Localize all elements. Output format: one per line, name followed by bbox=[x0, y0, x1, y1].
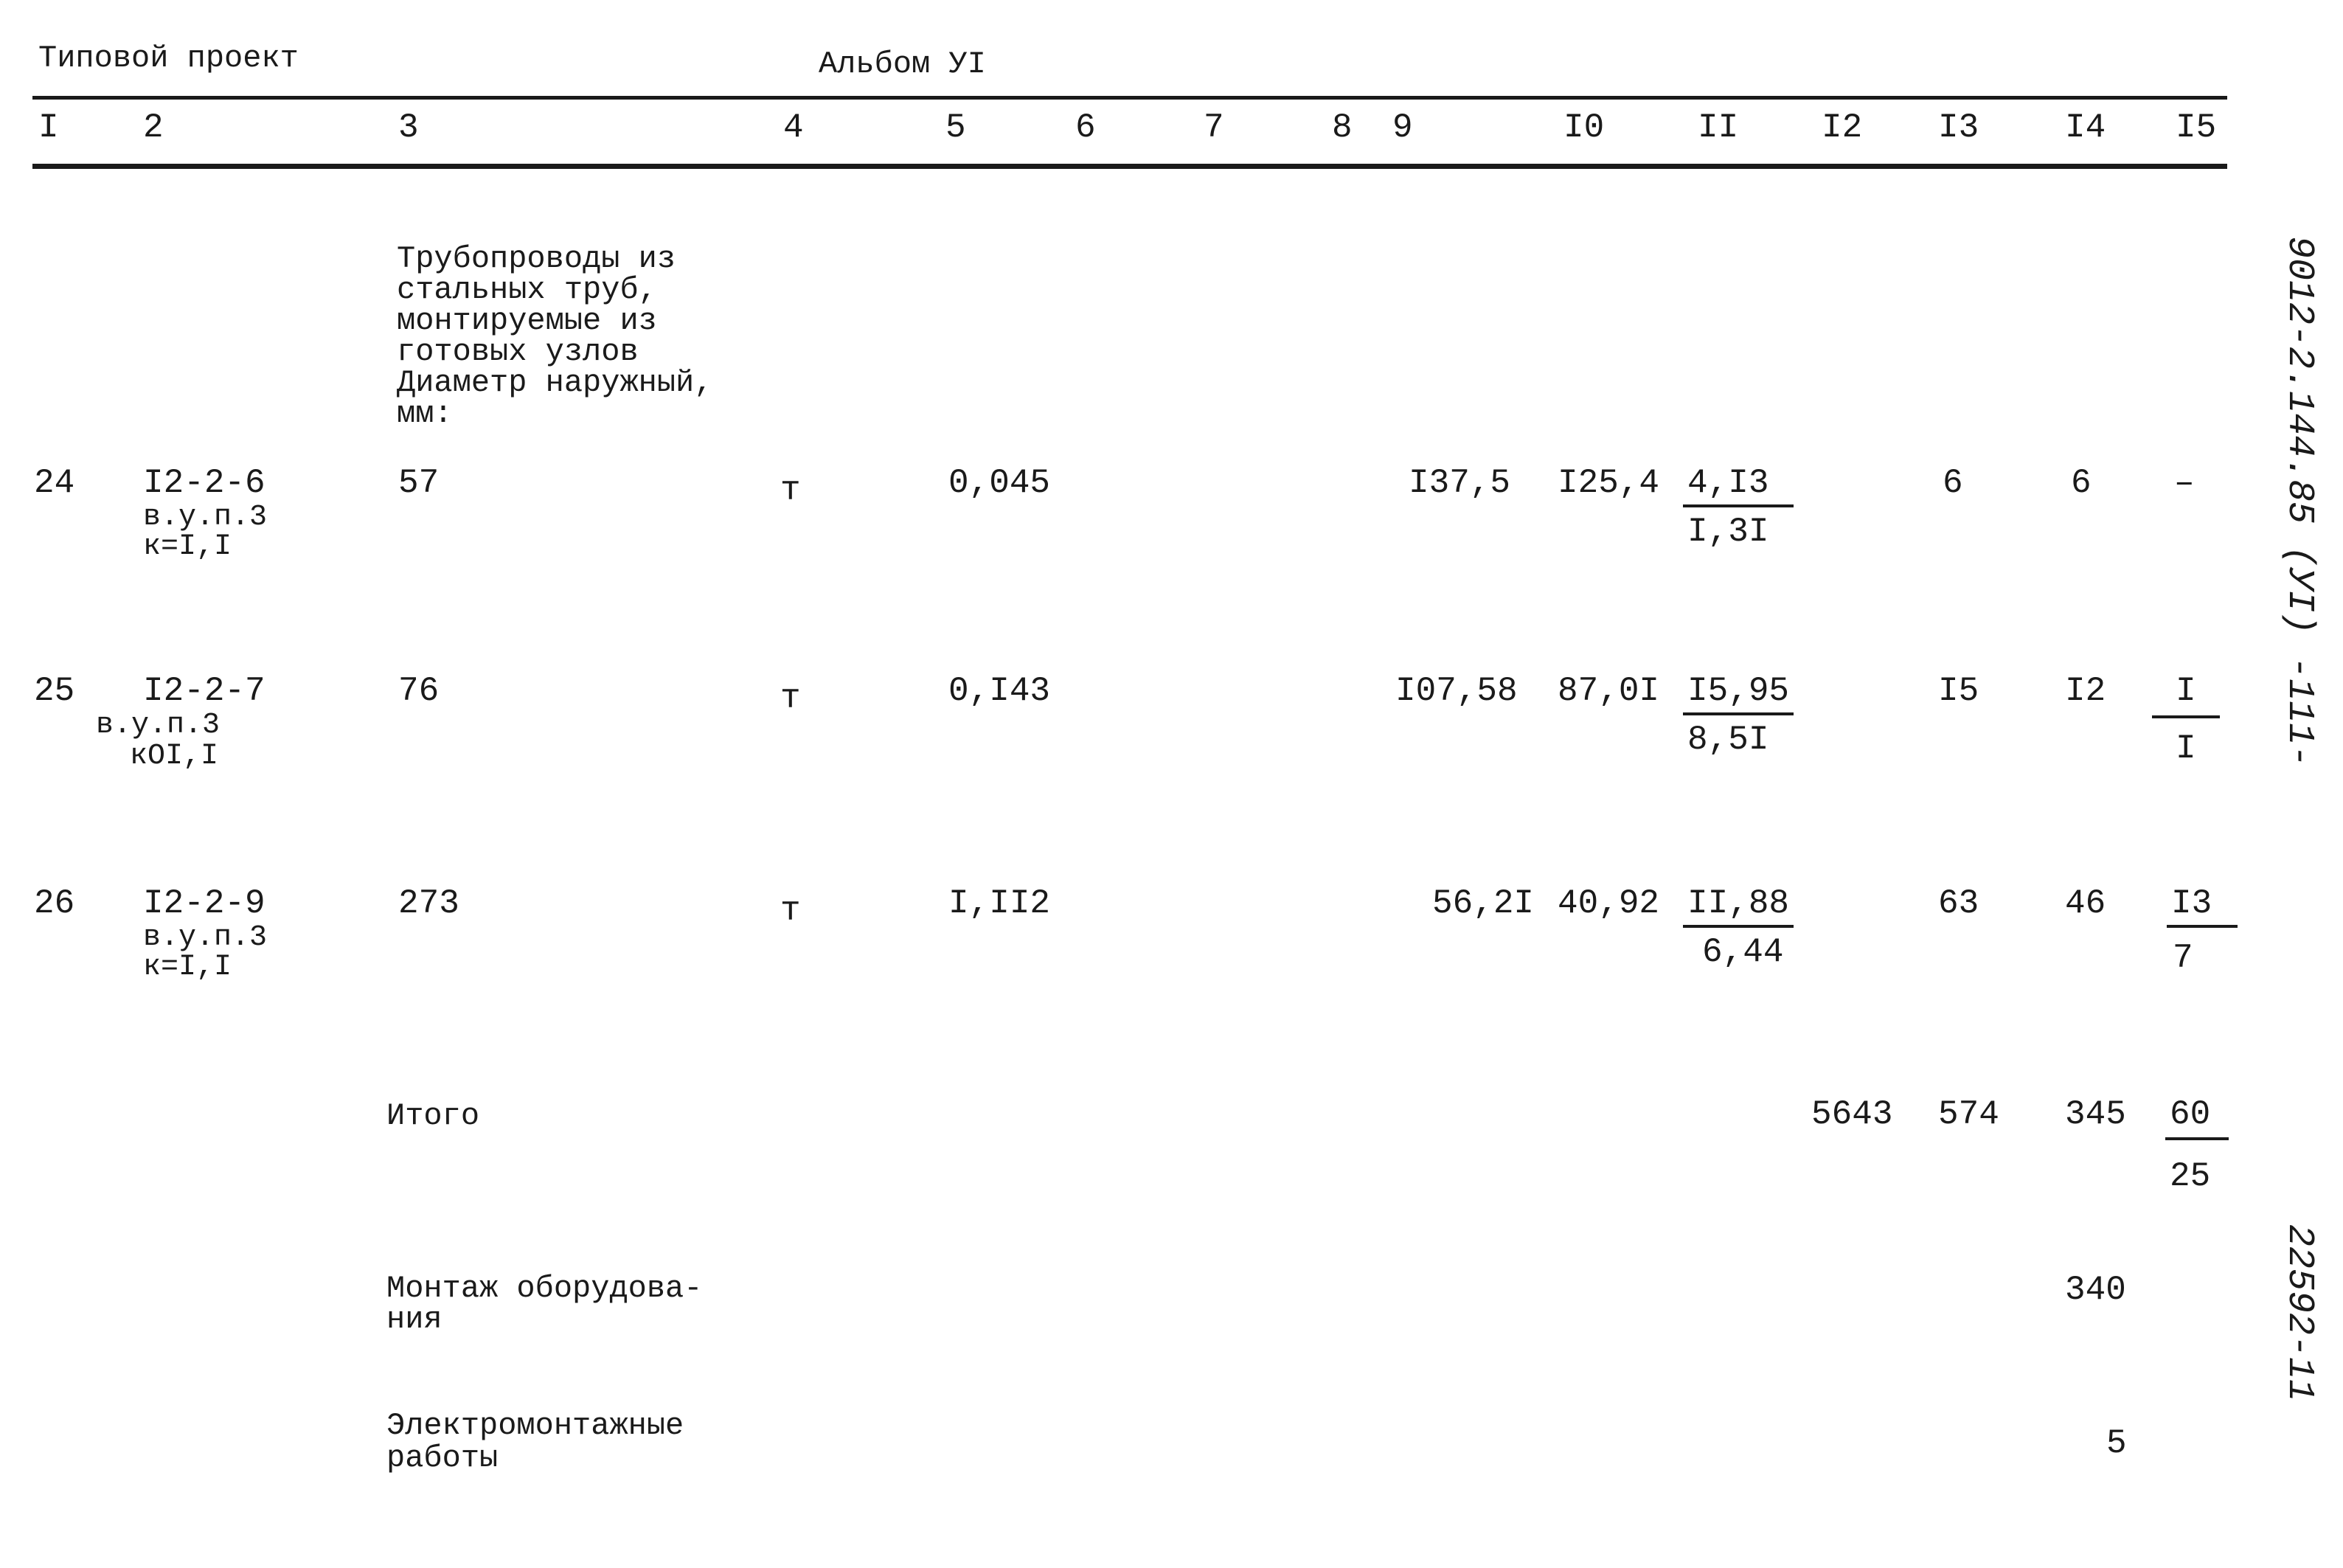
total-col15-top: 60 bbox=[2170, 1095, 2211, 1134]
total-col14: 345 bbox=[2065, 1095, 2126, 1134]
electrical-label-cont: работы bbox=[386, 1440, 499, 1476]
column-number: I2 bbox=[1822, 108, 1863, 147]
col10-value: I25,4 bbox=[1558, 464, 1660, 502]
col10-value: 87,0I bbox=[1558, 672, 1660, 710]
col9-value: 56,2I bbox=[1432, 884, 1535, 923]
col13-value: 6 bbox=[1943, 464, 1963, 502]
section-line: Диаметр наружный, bbox=[397, 365, 713, 400]
row-number: 26 bbox=[34, 884, 75, 923]
column-number: 3 bbox=[398, 108, 419, 147]
fraction-bar bbox=[2167, 925, 2238, 928]
column-number: 5 bbox=[945, 108, 966, 147]
col14-value: I2 bbox=[2065, 672, 2106, 710]
equipment-label-cont: ния bbox=[386, 1302, 442, 1337]
unit: т bbox=[780, 892, 801, 930]
section-line: мм: bbox=[397, 396, 453, 431]
total-col13: 574 bbox=[1938, 1095, 1999, 1134]
fraction-bar bbox=[1683, 504, 1794, 507]
quantity: 0,I43 bbox=[948, 672, 1051, 710]
row-number: 24 bbox=[34, 464, 75, 502]
section-line: Трубопроводы из bbox=[397, 241, 676, 277]
column-number: I3 bbox=[1938, 108, 1979, 147]
row-number: 25 bbox=[34, 672, 75, 710]
diameter: 57 bbox=[398, 464, 440, 502]
col15-value: – bbox=[2174, 464, 2195, 502]
rate-note: в.у.п.3 bbox=[96, 709, 221, 742]
album-label: Альбом УI bbox=[819, 46, 986, 82]
col10-value: 40,92 bbox=[1558, 884, 1660, 923]
fraction-bar bbox=[2152, 715, 2220, 718]
equipment-col14: 340 bbox=[2065, 1271, 2126, 1309]
project-type-label: Типовой проект bbox=[38, 41, 299, 76]
col11-top: 4,I3 bbox=[1687, 464, 1769, 502]
electrical-col14: 5 bbox=[2106, 1424, 2127, 1463]
column-number: 4 bbox=[783, 108, 804, 147]
rate-code: I2-2-6 bbox=[143, 464, 265, 502]
rate-code: I2-2-7 bbox=[143, 672, 265, 710]
total-col12: 5643 bbox=[1811, 1095, 1893, 1134]
margin-project-code: 9012-2.144.85 (УI) -111- bbox=[2278, 236, 2320, 768]
section-line: готовых узлов bbox=[397, 334, 639, 370]
rate-note: в.у.п.3 bbox=[143, 921, 268, 954]
col9-value: I37,5 bbox=[1409, 464, 1511, 502]
col14-value: 6 bbox=[2071, 464, 2092, 502]
column-number: 2 bbox=[143, 108, 164, 147]
total-label: Итого bbox=[386, 1098, 480, 1134]
header-top-rule bbox=[32, 96, 2227, 100]
electrical-label: Электромонтажные bbox=[386, 1408, 684, 1443]
column-number: II bbox=[1698, 108, 1739, 147]
unit: т bbox=[780, 471, 801, 510]
fraction-bar bbox=[2165, 1137, 2229, 1140]
col15-top: I bbox=[2176, 672, 2196, 710]
diameter: 273 bbox=[398, 884, 459, 923]
fraction-bar bbox=[1683, 925, 1794, 928]
rate-coefficient: кОI,I bbox=[130, 740, 219, 773]
column-number: I4 bbox=[2065, 108, 2106, 147]
col14-value: 46 bbox=[2065, 884, 2106, 923]
column-number: 6 bbox=[1075, 108, 1096, 147]
col11-top: II,88 bbox=[1687, 884, 1790, 923]
column-number: I bbox=[38, 108, 59, 147]
section-line: стальных труб, bbox=[397, 272, 657, 308]
rate-coefficient: к=I,I bbox=[143, 530, 232, 563]
header-bottom-rule bbox=[32, 164, 2227, 169]
column-number: I0 bbox=[1563, 108, 1605, 147]
column-number: I5 bbox=[2176, 108, 2217, 147]
column-number: 8 bbox=[1332, 108, 1353, 147]
rate-coefficient: к=I,I bbox=[143, 951, 232, 984]
col15-bottom: I bbox=[2176, 729, 2196, 768]
unit: т bbox=[780, 679, 801, 718]
total-col15-bottom: 25 bbox=[2170, 1157, 2211, 1196]
quantity: 0,045 bbox=[948, 464, 1051, 502]
col13-value: I5 bbox=[1938, 672, 1979, 710]
equipment-label: Монтаж оборудова- bbox=[386, 1271, 703, 1306]
column-number: 9 bbox=[1392, 108, 1413, 147]
col11-bottom: I,3I bbox=[1687, 513, 1769, 551]
col11-bottom: 8,5I bbox=[1687, 721, 1769, 759]
col9-value: I07,58 bbox=[1395, 672, 1518, 710]
col15-top: I3 bbox=[2171, 884, 2212, 923]
margin-archive-number: 22592-11 bbox=[2278, 1224, 2320, 1402]
fraction-bar bbox=[1683, 712, 1794, 715]
diameter: 76 bbox=[398, 672, 440, 710]
column-number: 7 bbox=[1204, 108, 1224, 147]
quantity: I,II2 bbox=[948, 884, 1051, 923]
col15-bottom: 7 bbox=[2173, 939, 2193, 977]
section-line: монтируемые из bbox=[397, 303, 657, 339]
rate-code: I2-2-9 bbox=[143, 884, 265, 923]
col13-value: 63 bbox=[1938, 884, 1979, 923]
col11-top: I5,95 bbox=[1687, 672, 1790, 710]
col11-bottom: 6,44 bbox=[1702, 933, 1784, 971]
rate-note: в.у.п.3 bbox=[143, 501, 268, 534]
